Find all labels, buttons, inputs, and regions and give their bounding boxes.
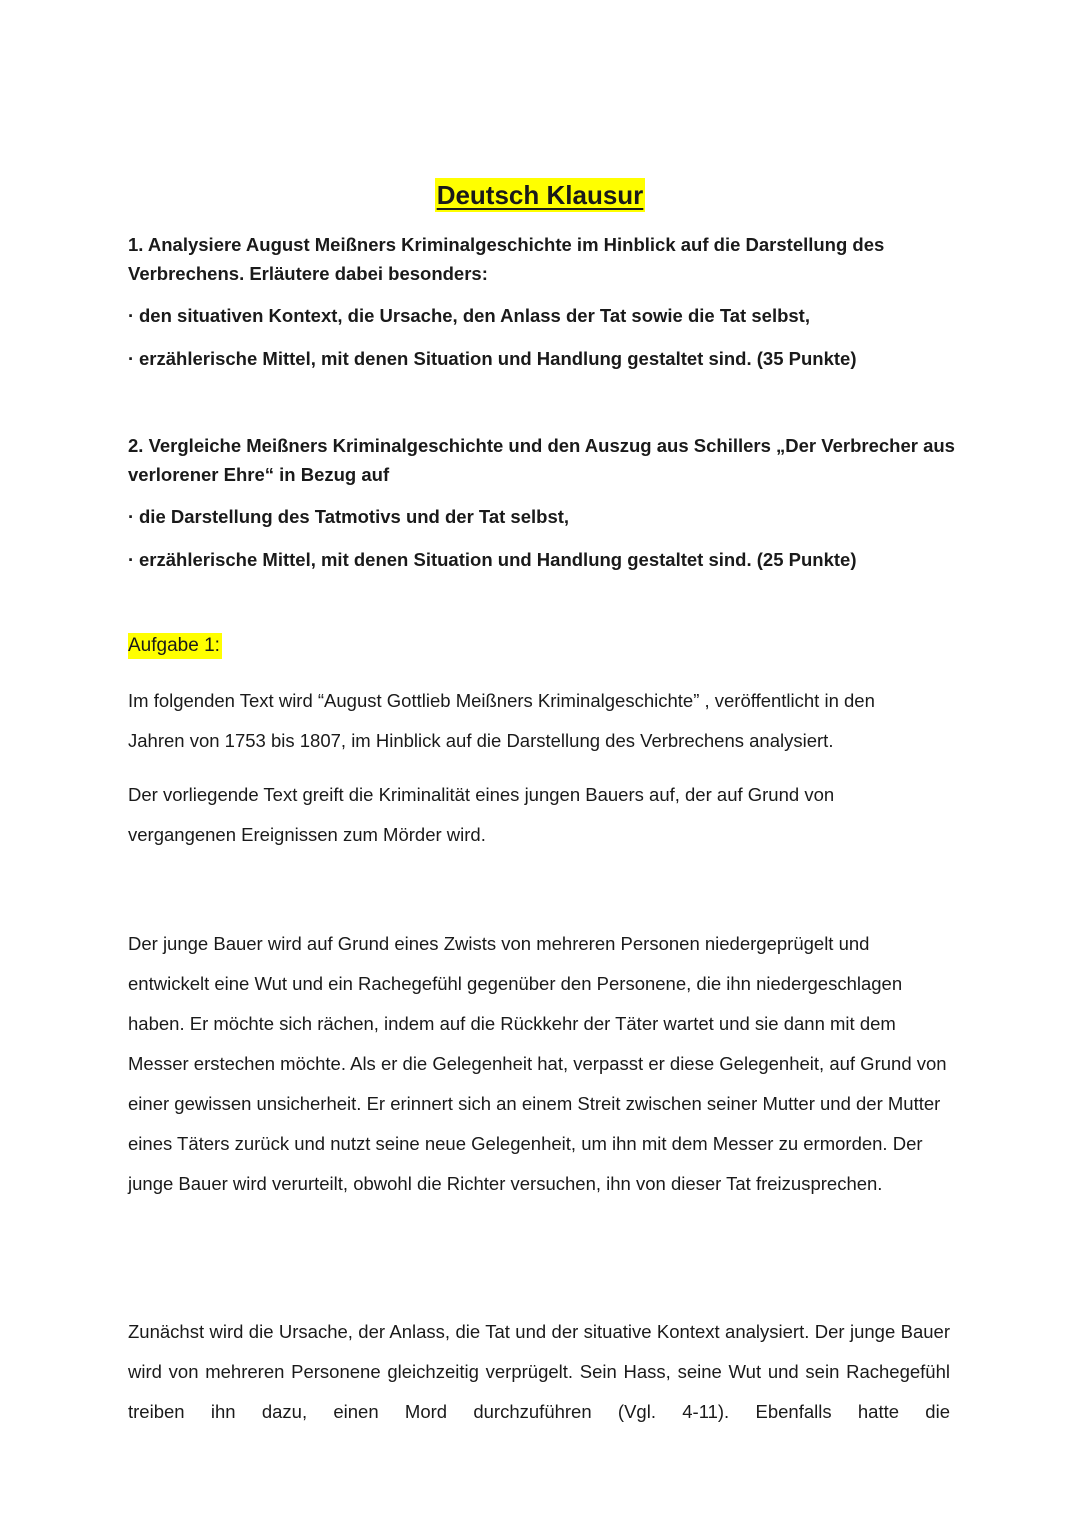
paragraph-text: Im folgenden Text wird “August Gottlieb Meißners Kriminalgeschichte” , veröffentlicht in den Jahren von 1753 bis 1807, im Hinblick auf die Darstellung des Verbrechens analysiert. [128, 690, 875, 751]
task-2 [128, 431, 958, 489]
bullet-icon: · [128, 348, 135, 369]
task-1-bullet-2-text: erzählerische Mittel, mit denen Situation und Handlung gestaltet sind. (35 Punkte) [139, 348, 857, 369]
paragraph-text: Zunächst wird die Ursache, der Anlass, die Tat und der situative Kontext analysiert. Der junge Bauer wird von mehreren Personene gleichzeitig verprügelt. Sein Hass, seine Wut und sein Rachegefühl treiben ihn dazu, einen Mord durchzuführen (Vgl. 4-11). Ebenfalls hatte die [128, 1321, 950, 1422]
paragraph-1 [128, 681, 928, 761]
section-heading: Aufgabe 1: [128, 633, 222, 659]
document-title: Deutsch Klausur [436, 180, 644, 210]
paragraph-text: Der vorliegende Text greift die Kriminalität eines jungen Bauers auf, der auf Grund von vergangenen Ereignissen zum Mörder wird. [128, 784, 835, 845]
bullet-icon: · [128, 506, 135, 527]
paragraph-2 [128, 775, 908, 855]
task-1-bullet-1-text: den situativen Kontext, die Ursache, den Anlass der Tat sowie die Tat selbst, [139, 305, 810, 326]
task-2-bullet-1-text: die Darstellung des Tatmotivs und der Tat selbst, [139, 506, 570, 527]
paragraph-3 [128, 924, 953, 1204]
task-2-bullet-2 [128, 545, 958, 574]
task-1-text: 1. Analysiere August Meißners Kriminalgeschichte im Hinblick auf die Darstellung des Verbrechens. Erläutere dabei besonders: [128, 234, 885, 284]
task-2-bullet-2-text: erzählerische Mittel, mit denen Situation und Handlung gestaltet sind. (25 Punkte) [139, 549, 857, 570]
title-container [0, 178, 1080, 212]
bullet-icon: · [128, 305, 135, 326]
task-1-bullet-2 [128, 344, 958, 373]
task-2-bullet-1 [128, 502, 958, 531]
task-1-bullet-1 [128, 301, 958, 330]
bullet-icon: · [128, 549, 135, 570]
task-2-text: 2. Vergleiche Meißners Kriminalgeschichte und den Auszug aus Schillers „Der Verbrecher aus verlorener Ehre“ in Bezug auf [128, 435, 955, 485]
paragraph-4 [128, 1312, 950, 1432]
section-heading-container [128, 633, 958, 659]
task-1 [128, 230, 958, 288]
paragraph-text: Der junge Bauer wird auf Grund eines Zwists von mehreren Personen niedergeprügelt und entwickelt eine Wut und ein Rachegefühl gegenüber den Personene, die ihn niedergeschlagen haben. Er möchte sich rächen, indem auf die Rückkehr der Täter wartet und sie dann mit dem Messer erstechen möchte. Als er die Gelegenheit hat, verpasst er diese Gelegenheit, auf Grund von einer gewissen unsicherheit. Er erinnert sich an einem Streit zwischen seiner Mutter und der Mutter eines Täters zurück und nutzt seine neue Gelegenheit, um ihn mit dem Messer zu ermorden. Der junge Bauer wird verurteilt, obwohl die Richter versuchen, ihn von dieser Tat freizusprechen. [128, 933, 947, 1194]
